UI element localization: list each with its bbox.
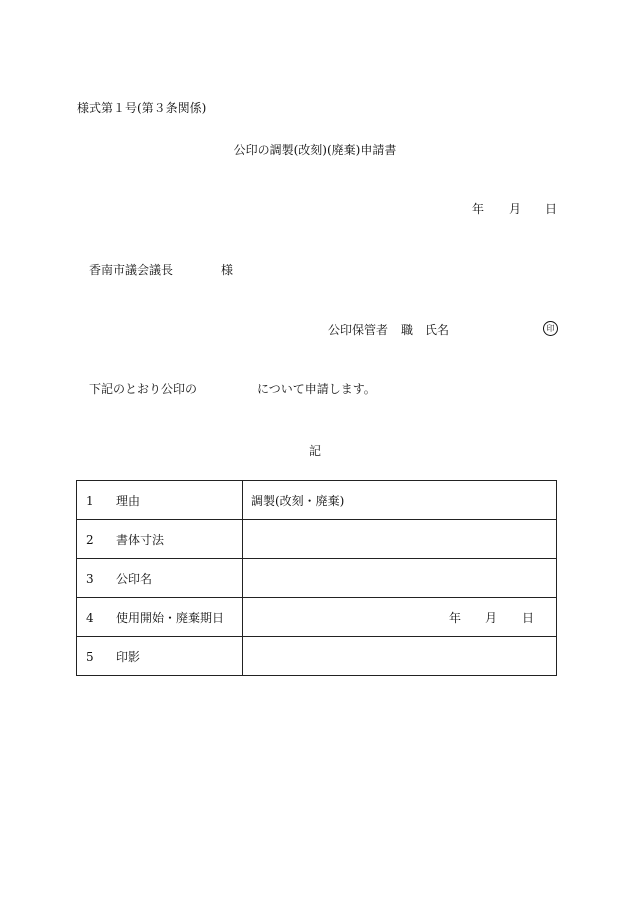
item-date-year-label: 年: [449, 611, 462, 625]
item-label-cell: [77, 520, 243, 559]
item-value: [243, 649, 251, 663]
table-row: [77, 520, 557, 559]
date-day-label: 日: [545, 202, 558, 216]
item-label-cell: [77, 481, 243, 520]
item-label-cell: [77, 598, 243, 637]
item-value-cell: [243, 559, 557, 598]
item-number: 1: [86, 493, 94, 508]
item-number: 3: [86, 571, 94, 586]
applicant-label: 公印保管者: [328, 323, 389, 337]
recipient-honorific: 様: [221, 263, 234, 277]
items-table: [76, 480, 557, 676]
item-value-cell: [243, 481, 557, 520]
item-number: 5: [86, 649, 94, 664]
table-row: [77, 559, 557, 598]
item-number: 4: [86, 610, 94, 625]
item-value: [243, 571, 251, 585]
table-row: [77, 481, 557, 520]
applicant-position-label: 職: [401, 323, 414, 337]
item-label-cell: [77, 559, 243, 598]
applicant-name-label: 氏名: [425, 323, 450, 337]
item-label-cell: [77, 637, 243, 676]
body-text-suffix: について申請します。: [257, 382, 376, 396]
item-value-cell: [243, 520, 557, 559]
item-number: 2: [86, 532, 94, 547]
recipient-name: 香南市議会議長: [89, 263, 174, 277]
item-date-day-label: 日: [522, 611, 535, 625]
date-month-label: 月: [509, 202, 522, 216]
item-value-cell: [243, 637, 557, 676]
item-label: 書体寸法: [116, 532, 165, 547]
document-title: 公印の調製(改刻)(廃棄)申請書: [233, 143, 397, 157]
item-value: 調製(改刻・廃棄): [251, 493, 345, 508]
item-label: 理由: [116, 493, 141, 508]
ki-heading: 記: [308, 444, 321, 458]
body-text-prefix: 下記のとおり公印の: [89, 382, 198, 396]
item-label: 使用開始・廃棄期日: [116, 610, 225, 625]
table-row: [77, 637, 557, 676]
item-label: 印影: [116, 649, 141, 664]
form-number-label: 様式第１号(第３条関係): [77, 101, 207, 115]
item-value-cell: [243, 598, 557, 637]
table-row: [77, 598, 557, 637]
seal-icon: 印: [543, 321, 558, 336]
item-value: [243, 532, 251, 546]
item-date-month-label: 月: [485, 611, 498, 625]
item-label: 公印名: [116, 571, 153, 586]
date-year-label: 年: [472, 202, 485, 216]
